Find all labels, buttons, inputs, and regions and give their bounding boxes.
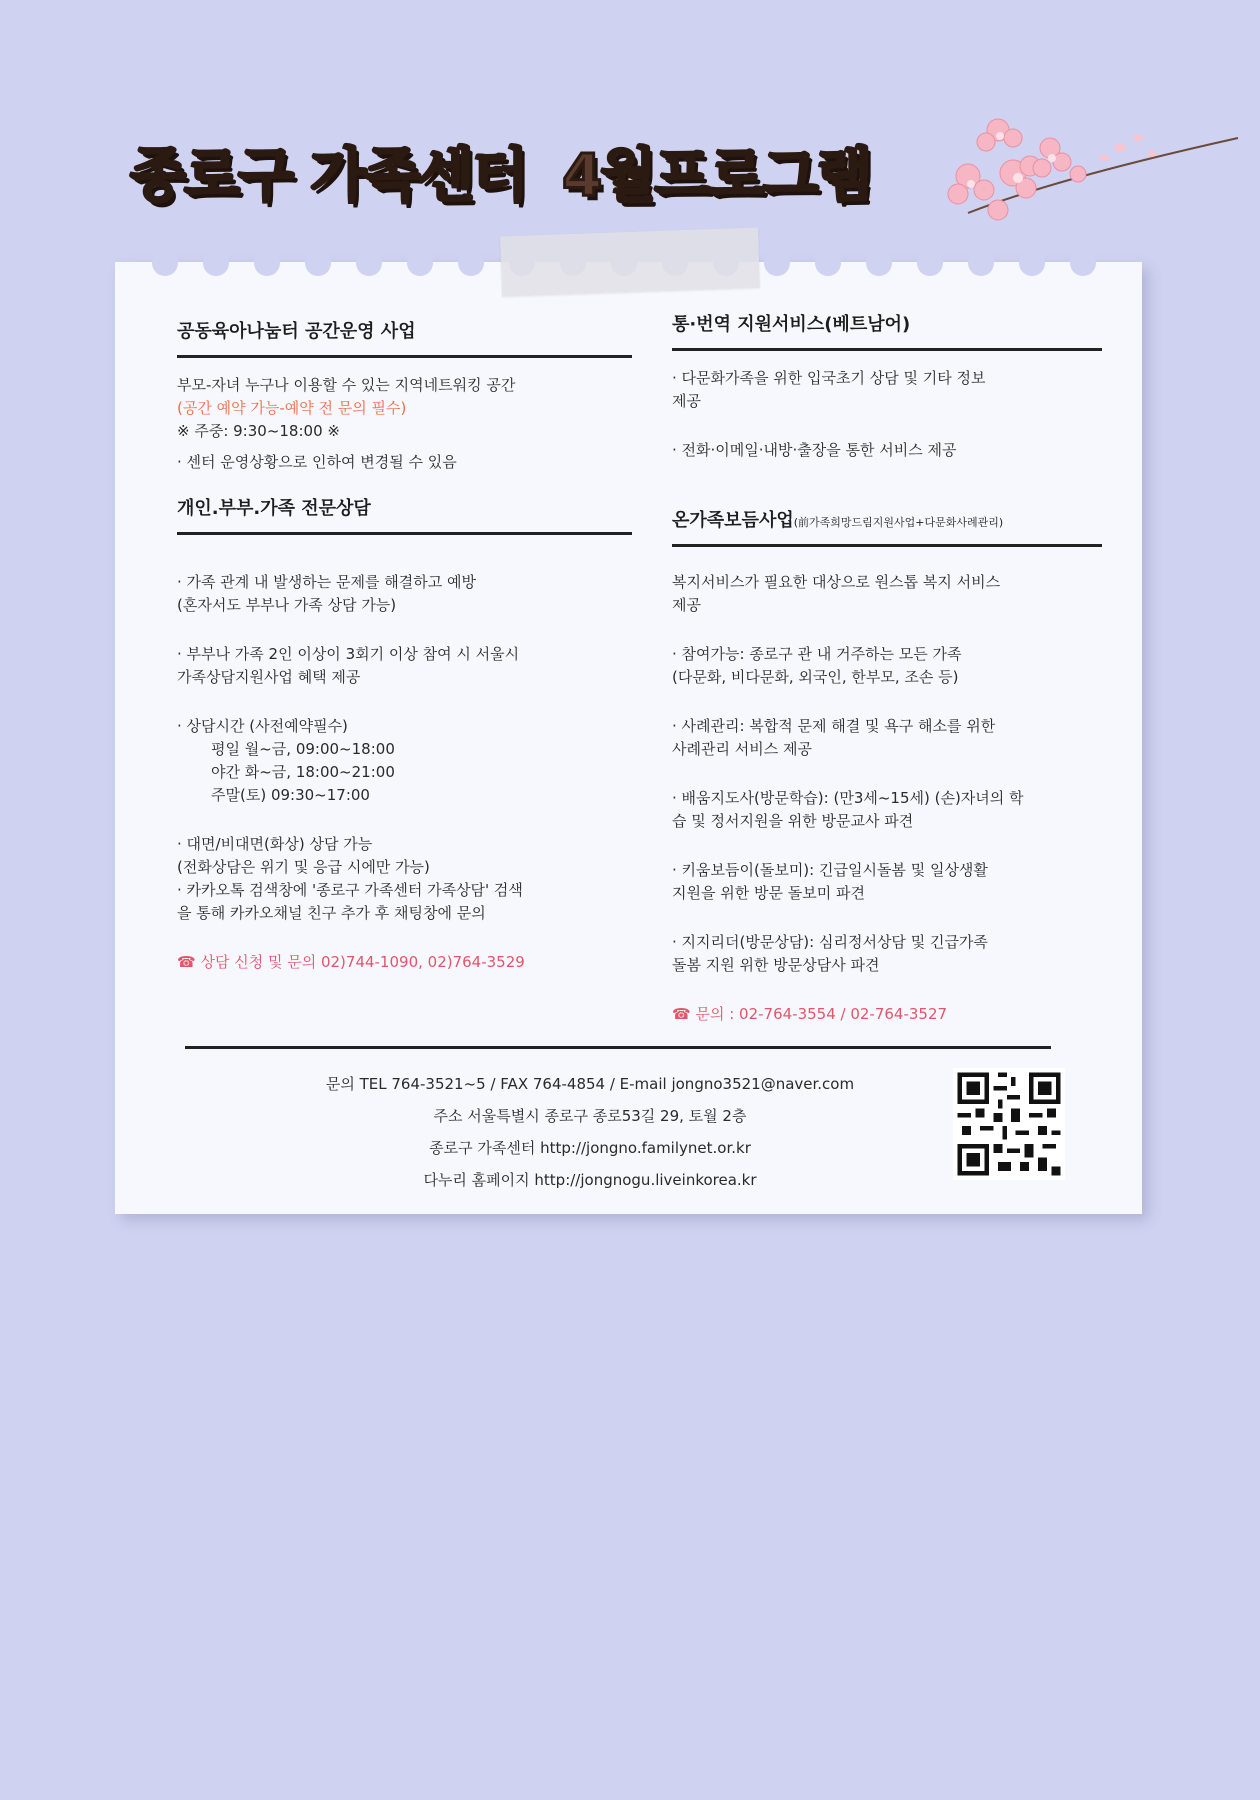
footer-center-link[interactable]: 종로구 가족센터 http://jongno.familynet.or.kr [429,1139,751,1157]
left-column [177,317,632,974]
footer-contact: 문의 TEL 764-3521~5 / FAX 764-4854 / E-mail jongno3521@naver.com [325,1075,855,1093]
title-month-program: 4월프로그램 [562,141,871,209]
family-care-item: · 지지리더(방문상담): 심리정서상담 및 긴급가족 돌봄 지원 위한 방문상담사 파견 [672,933,988,974]
family-care-contact: ☎ 문의 : 02-764-3554 / 02-764-3527 [672,1005,948,1023]
translation-item: · 다문화가족을 위한 입국초기 상담 및 기타 정보 제공 [672,369,986,410]
section-title-playroom: 공동육아나눔터 공간운영 사업 [177,317,632,358]
qr-code-icon[interactable] [953,1068,1065,1180]
counseling-contact: ☎ 상담 신청 및 문의 02)744-1090, 02)764-3529 [177,953,525,971]
section-title-translation: 통·번역 지원서비스(베트남어) [672,310,1102,351]
playroom-description: 부모-자녀 누구나 이용할 수 있는 지역네트워킹 공간 [177,376,516,394]
footer-divider [185,1046,1051,1049]
title-center-name: 종로구 가족센터 [130,141,527,209]
section-title-counseling: 개인.부부.가족 전문상담 [177,494,632,535]
playroom-reservation-note: (공간 예약 가능-예약 전 문의 필수) [177,399,407,417]
notice-paper [115,262,1142,1214]
counseling-hours-weekend: 주말(토) 09:30~17:00 [211,786,370,804]
translation-item: · 전화·이메일·내방·출장을 통한 서비스 제공 [672,441,957,459]
counseling-item: · 카카오톡 검색창에 '종로구 가족센터 가족상담' 검색 을 통해 카카오채널 친구 추가 후 채팅창에 문의 [177,881,523,922]
counseling-hours-title: · 상담시간 (사전예약필수) [177,717,348,735]
footer-address: 주소 서울특별시 종로구 종로53길 29, 토월 2층 [433,1107,747,1125]
counseling-hours-weekday: 평일 월~금, 09:00~18:00 [211,740,395,758]
counseling-item: · 가족 관계 내 발생하는 문제를 해결하고 예방 (혼자서도 부부나 가족 상담 가능) [177,573,476,614]
playroom-hours: ※ 주중: 9:30~18:00 ※ [177,422,340,440]
family-care-description: 복지서비스가 필요한 대상으로 원스톱 복지 서비스 제공 [672,573,1001,614]
family-care-item: · 키움보듬이(돌보미): 긴급일시돌봄 및 일상생활 지원을 위한 방문 돌보미 파견 [672,861,988,902]
counseling-hours-evening: 야간 화~금, 18:00~21:00 [211,763,395,781]
header [130,118,1130,228]
footer-info [215,1068,965,1196]
family-care-item: · 배움지도사(방문학습): (만3세~15세) (손)자녀의 학 습 및 정서지원을 위한 방문교사 파견 [672,789,1024,830]
family-care-item: · 사례관리: 복합적 문제 해결 및 욕구 해소를 위한 사례관리 서비스 제공 [672,717,996,758]
section-title-family-care [672,506,1102,547]
playroom-change-note: · 센터 운영상황으로 인하여 변경될 수 있음 [177,453,457,471]
counseling-item: · 부부나 가족 2인 이상이 3회기 이상 참여 시 서울시 가족상담지원사업 혜택 제공 [177,645,520,686]
right-column [672,310,1102,1026]
cherry-blossom-icon [938,118,1258,228]
counseling-item: · 대면/비대면(화상) 상담 가능 (전화상담은 위기 및 응급 시에만 가능) [177,835,430,876]
family-care-title-note: (前가족희망드림지원사업+다문화사례관리) [793,516,1004,529]
masking-tape [500,228,760,297]
footer-danuri-link[interactable]: 다누리 홈페이지 http://jongnogu.liveinkorea.kr [423,1171,757,1189]
family-care-title: 온가족보듬사업 [672,510,794,531]
family-care-item: · 참여가능: 종로구 관 내 거주하는 모든 가족 (다문화, 비다문화, 외국인, 한부모, 조손 등) [672,645,962,686]
